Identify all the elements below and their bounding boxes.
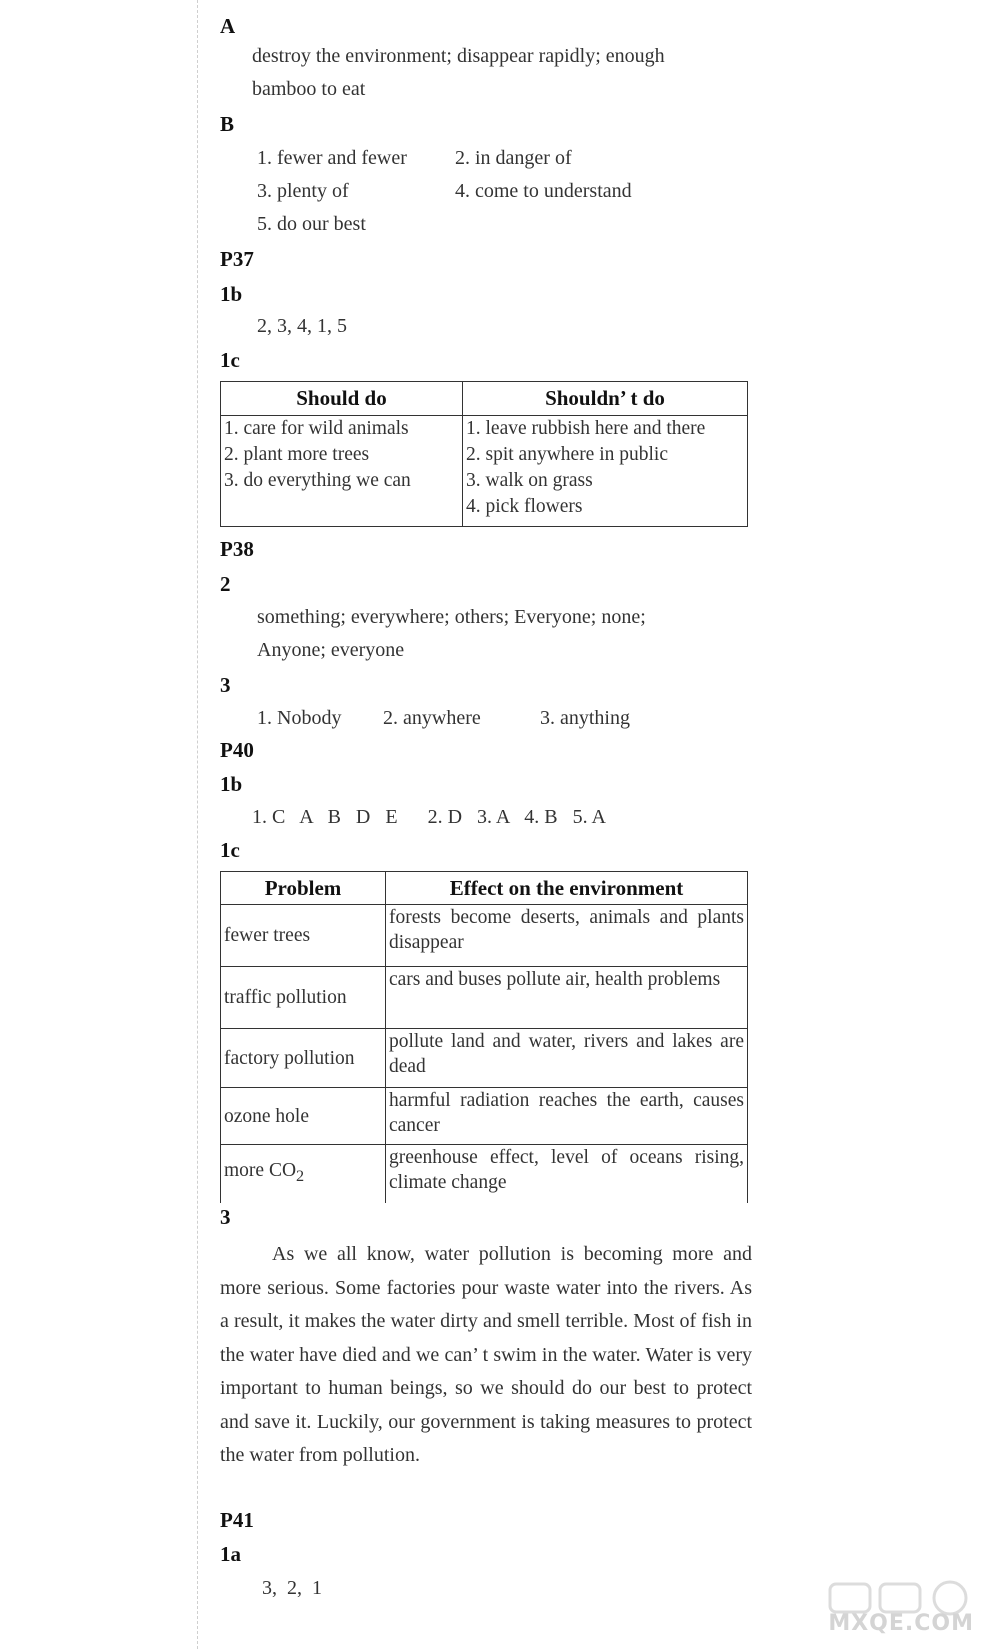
p40-3-paragraph: As we all know, water pollution is becoming more and more serious. Some factories pour waste water into the rivers. As a result, it makes the water dirty and smell terrible. Most of fish in the water have died and we can’ t swim in the water. Water is very important to human beings, so we should do our best to protect and save it. Luckily, our government is taking measures to protect the water from pollution.	[220, 1243, 752, 1466]
problem-cell: factory pollution	[221, 1029, 386, 1088]
p41-1a-label: 1a	[220, 1542, 241, 1566]
effect-cell: harmful radiation reaches the earth, causes cancer	[386, 1088, 748, 1145]
p37-heading: P37	[220, 247, 254, 271]
p38-heading: P38	[220, 537, 254, 561]
should-do-item: 2. plant more trees	[224, 444, 370, 465]
p38-3-label: 3	[220, 673, 231, 697]
table-row	[221, 1145, 748, 1203]
should-do-table	[220, 381, 748, 527]
should-do-header: Should do	[221, 382, 463, 416]
margin-guide-line	[197, 0, 198, 1649]
problem-cell: traffic pollution	[221, 967, 386, 1029]
p40-3-label: 3	[220, 1205, 231, 1229]
effect-cell: cars and buses pollute air, health problems	[386, 967, 748, 1029]
p40-1c-label: 1c	[220, 838, 240, 862]
p38-2-label: 2	[220, 572, 231, 596]
section-b-item-1: 1. fewer and fewer	[257, 147, 407, 169]
problem-cell: ozone hole	[221, 1088, 386, 1145]
p37-1c-label: 1c	[220, 348, 240, 372]
p38-3-item-3: 3. anything	[540, 707, 630, 729]
section-a-line1: destroy the environment; disappear rapidly; enough	[252, 45, 665, 67]
p37-1b-label: 1b	[220, 282, 243, 306]
should-do-item: 3. do everything we can	[224, 470, 411, 491]
p38-2-line2: Anyone; everyone	[257, 639, 405, 661]
p41-heading: P41	[220, 1508, 254, 1532]
section-b-item-4: 4. come to understand	[455, 180, 632, 202]
table-row	[221, 905, 748, 967]
effect-header: Effect on the environment	[386, 872, 748, 905]
p40-heading: P40	[220, 738, 254, 762]
shouldnt-do-header: Shouldn’ t do	[463, 382, 748, 416]
problem-cell	[221, 1145, 386, 1203]
problem-header: Problem	[221, 872, 386, 905]
shouldnt-do-item: 3. walk on grass	[466, 470, 593, 491]
should-do-column	[221, 416, 463, 527]
environment-problems-table	[220, 871, 748, 1203]
p38-3-item-1: 1. Nobody	[257, 707, 342, 729]
shouldnt-do-item: 2. spit anywhere in public	[466, 444, 668, 465]
table-row	[221, 1029, 748, 1088]
watermark-text: MXQE.COM	[828, 1611, 974, 1636]
problem-text: more CO	[224, 1160, 297, 1182]
watermark-logo	[820, 1578, 990, 1642]
p40-1b-answer: 1. C A B D E 2. D 3. A 4. B 5. A	[252, 806, 606, 828]
section-b-item-5: 5. do our best	[257, 213, 366, 235]
table-row	[221, 967, 748, 1029]
section-a-line2: bamboo to eat	[252, 78, 366, 100]
section-a-label: A	[220, 14, 236, 38]
shouldnt-do-item: 1. leave rubbish here and there	[466, 418, 706, 439]
section-b-label: B	[220, 112, 235, 136]
p38-3-item-2: 2. anywhere	[383, 707, 481, 729]
problem-cell: fewer trees	[221, 905, 386, 967]
section-b-item-2: 2. in danger of	[455, 147, 572, 169]
effect-cell: greenhouse effect, level of oceans rising, climate change	[389, 1147, 744, 1193]
shouldnt-do-item: 4. pick flowers	[466, 496, 583, 517]
p41-1a-answer: 3, 2, 1	[262, 1577, 322, 1599]
p40-1b-label: 1b	[220, 772, 243, 796]
p38-2-line1: something; everywhere; others; Everyone; none;	[257, 606, 646, 628]
section-b-item-3: 3. plenty of	[257, 180, 349, 202]
p37-1b-answer: 2, 3, 4, 1, 5	[257, 315, 347, 337]
effect-cell: forests become deserts, animals and plants disappear	[386, 905, 748, 967]
table-row	[221, 1088, 748, 1145]
should-do-item: 1. care for wild animals	[224, 418, 409, 439]
effect-cell: pollute land and water, rivers and lakes are dead	[386, 1029, 748, 1088]
subscript-2: 2	[296, 1167, 305, 1186]
shouldnt-do-column	[463, 416, 748, 527]
